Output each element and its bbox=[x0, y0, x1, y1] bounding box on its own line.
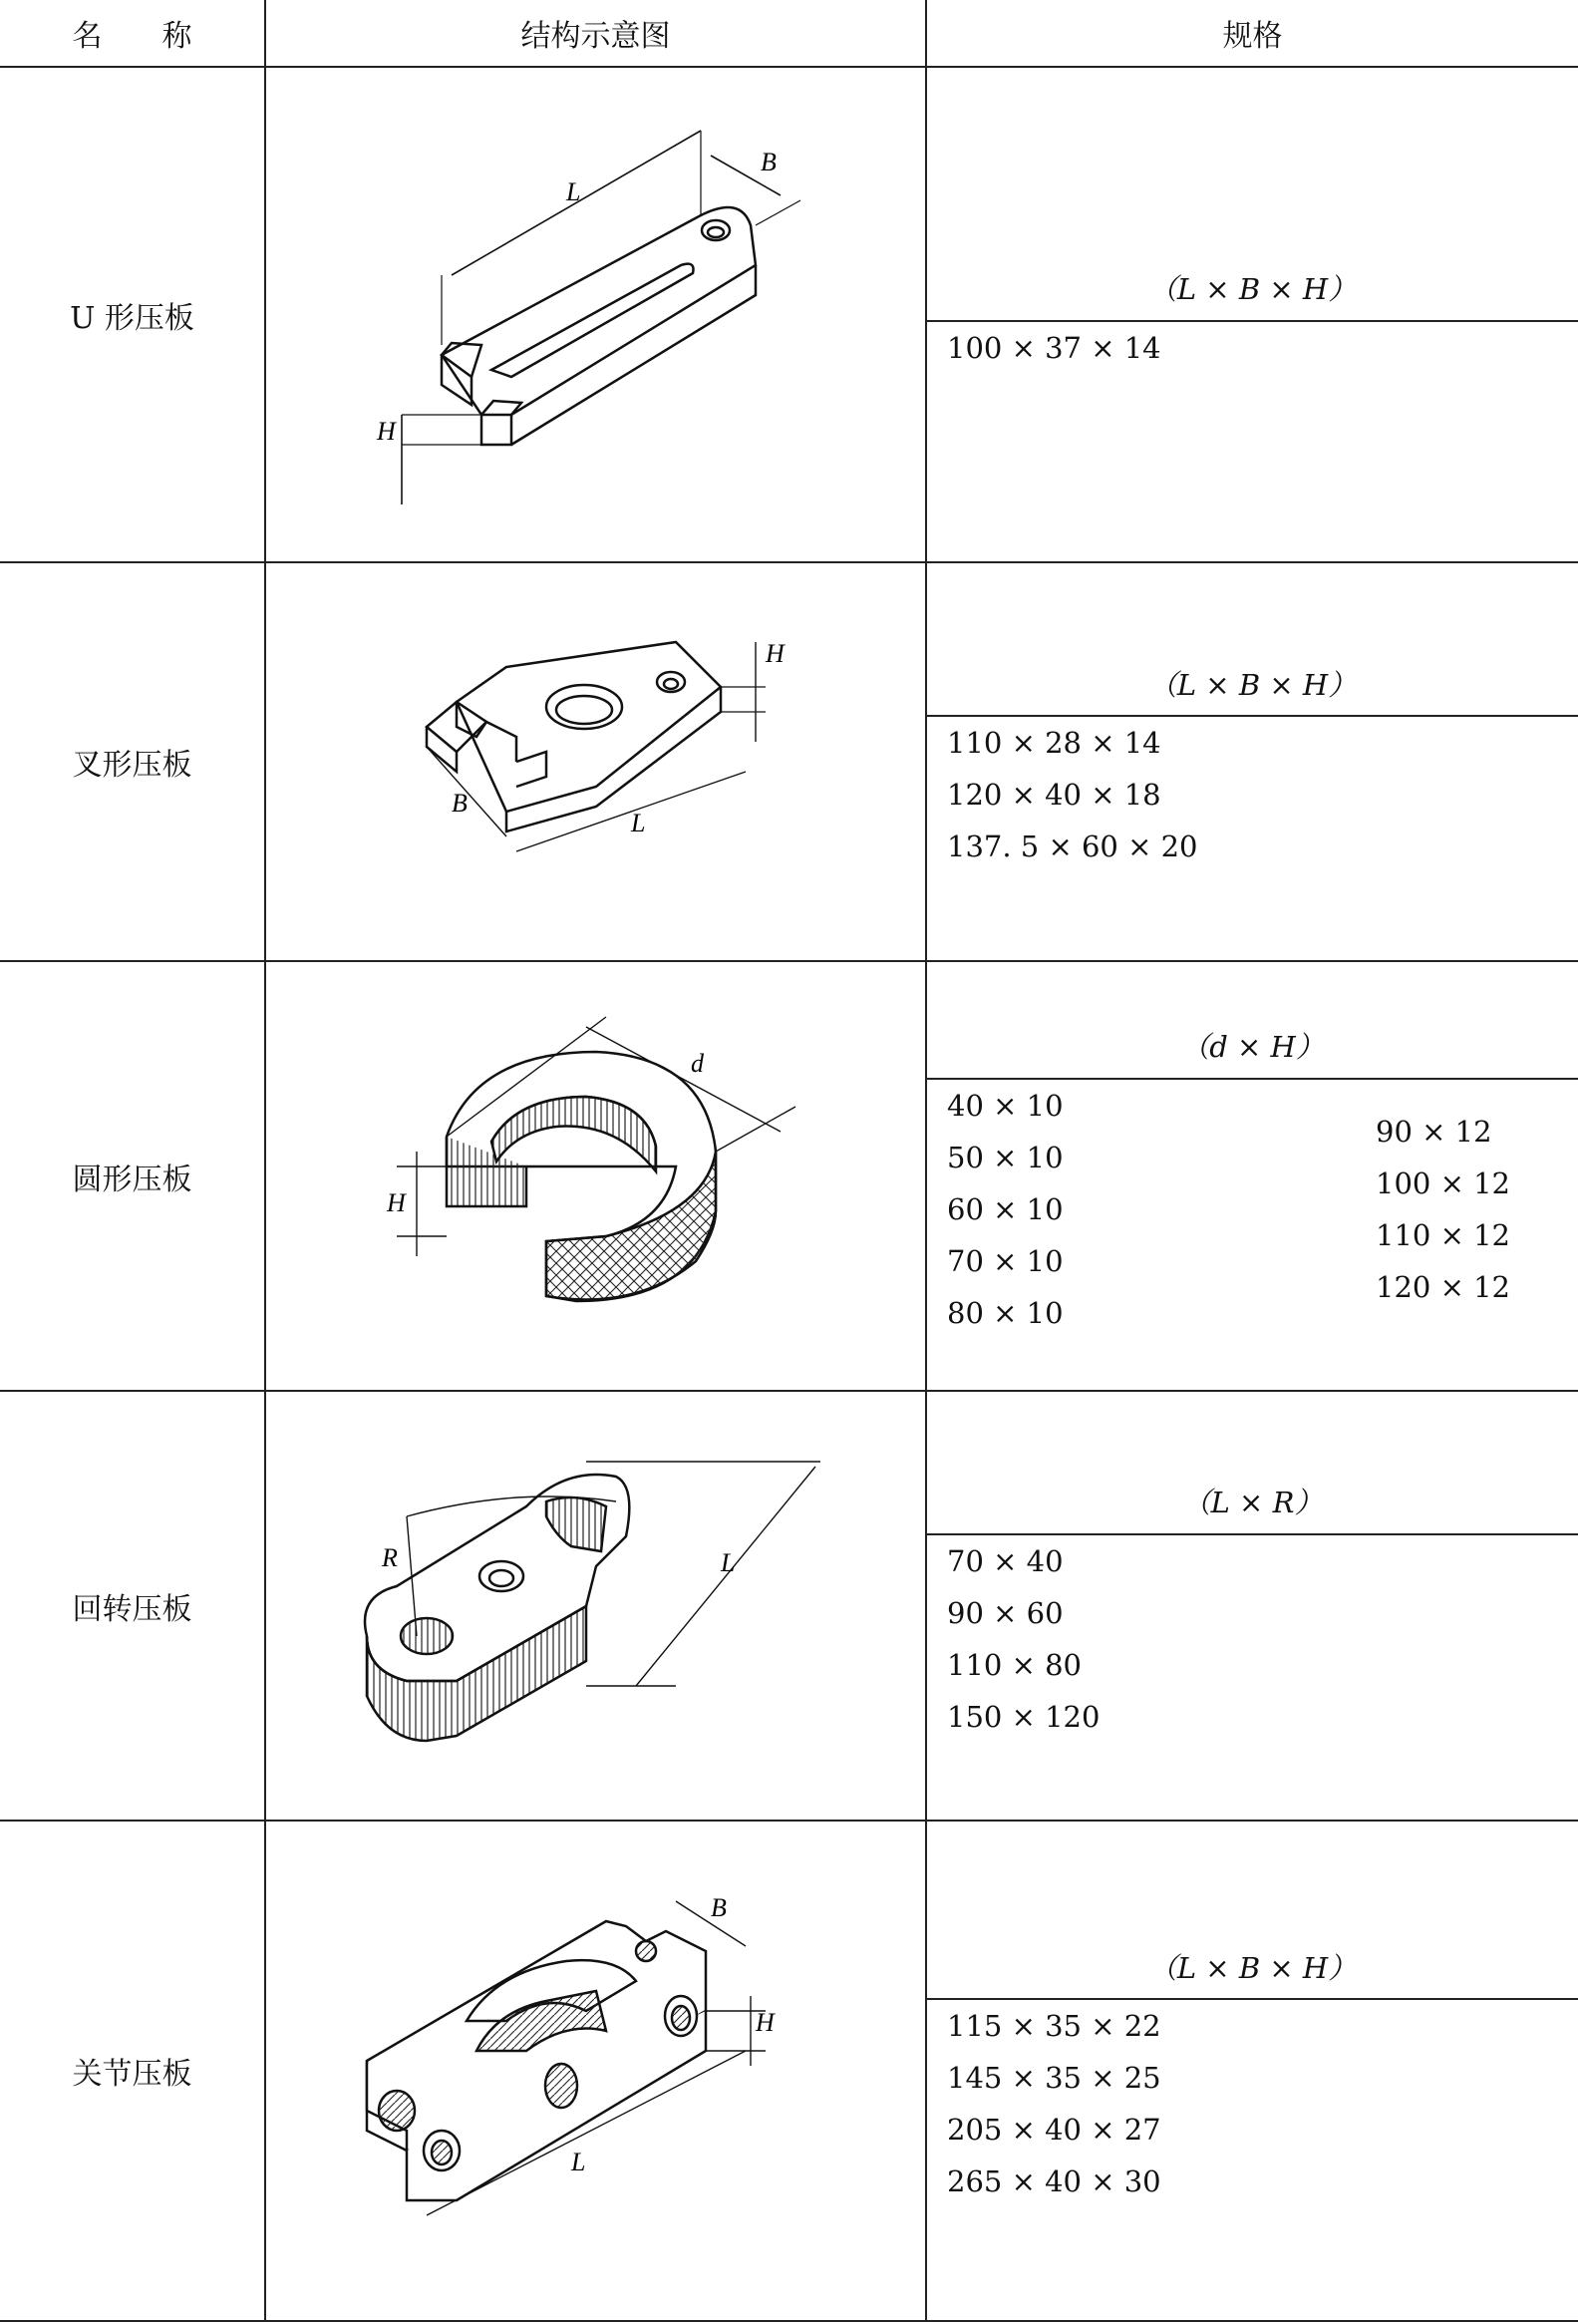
table-row bbox=[0, 961, 1578, 1391]
spec-value: 90 × 12 bbox=[1376, 1114, 1492, 1149]
dimension-label-L: L bbox=[570, 2148, 585, 2176]
diagram-cell bbox=[265, 1391, 926, 1821]
dimension-label-L: L bbox=[565, 176, 580, 206]
spec-value: 150 × 120 bbox=[947, 1699, 1101, 1734]
spec-value: 205 × 40 × 27 bbox=[947, 2113, 1161, 2147]
table-row bbox=[0, 67, 1578, 562]
dimension-label-H: H bbox=[765, 639, 785, 668]
dimension-label-L: L bbox=[720, 1547, 735, 1577]
diagram-cell bbox=[265, 67, 926, 562]
row-name: 叉形压板 bbox=[0, 562, 265, 961]
round-clamp-drawing bbox=[377, 1012, 815, 1341]
spec-value: 50 × 10 bbox=[947, 1140, 1064, 1174]
row-name: U 形压板 bbox=[0, 67, 265, 562]
u-clamp-drawing bbox=[362, 116, 830, 514]
dimension-label-B: B bbox=[451, 789, 468, 818]
spec-cell bbox=[926, 67, 1578, 562]
spec-value: 120 × 12 bbox=[1376, 1269, 1510, 1304]
table-row bbox=[0, 1391, 1578, 1821]
table-row bbox=[0, 562, 1578, 961]
spec-header: （L × R） bbox=[927, 1470, 1578, 1535]
spec-cell bbox=[926, 1821, 1578, 2321]
spec-header: （d × H） bbox=[927, 1014, 1578, 1080]
spec-value: 100 × 12 bbox=[1376, 1165, 1510, 1200]
table-row bbox=[0, 1821, 1578, 2321]
spec-value: 90 × 60 bbox=[947, 1595, 1064, 1630]
dimension-label-H: H bbox=[386, 1187, 406, 1217]
spec-value: 110 × 28 × 14 bbox=[947, 726, 1161, 760]
spec-value: 137. 5 × 60 × 20 bbox=[947, 830, 1198, 863]
spec-cell bbox=[926, 1391, 1578, 1821]
spec-cell bbox=[926, 562, 1578, 961]
spec-value: 110 × 12 bbox=[1376, 1217, 1510, 1252]
dimension-label-B: B bbox=[710, 1893, 727, 1922]
joint-clamp-drawing bbox=[347, 1871, 845, 2270]
diagram-cell bbox=[265, 1821, 926, 2321]
spec-value: 115 × 35 × 22 bbox=[947, 2009, 1161, 2043]
row-name: 关节压板 bbox=[0, 1821, 265, 2321]
fork-clamp-drawing bbox=[367, 612, 825, 911]
dimension-label-L: L bbox=[630, 809, 645, 837]
dimension-label-H: H bbox=[755, 2008, 775, 2037]
diagram-cell bbox=[265, 562, 926, 961]
spec-value: 70 × 10 bbox=[947, 1243, 1064, 1278]
spec-value: 70 × 40 bbox=[947, 1543, 1064, 1578]
dimension-label-R: R bbox=[381, 1542, 398, 1572]
dimension-label-B: B bbox=[760, 147, 777, 176]
table-header-row bbox=[0, 0, 1578, 67]
header-spec: 规格 bbox=[926, 0, 1578, 67]
swivel-clamp-drawing bbox=[347, 1447, 845, 1766]
spec-cell bbox=[926, 961, 1578, 1391]
diagram-cell bbox=[265, 961, 926, 1391]
dimension-label-d: d bbox=[690, 1048, 704, 1078]
header-name: 名 称 bbox=[0, 0, 265, 67]
spec-value: 120 × 40 × 18 bbox=[947, 778, 1161, 812]
spec-header: （L × B × H） bbox=[927, 256, 1578, 322]
spec-value: 265 × 40 × 30 bbox=[947, 2164, 1161, 2198]
spec-value: 100 × 37 × 14 bbox=[947, 330, 1161, 365]
spec-value: 60 × 10 bbox=[947, 1191, 1064, 1226]
spec-value: 110 × 80 bbox=[947, 1647, 1082, 1682]
row-name: 回转压板 bbox=[0, 1391, 265, 1821]
spec-value: 40 × 10 bbox=[947, 1088, 1064, 1123]
header-diagram: 结构示意图 bbox=[265, 0, 926, 67]
spec-header: （L × B × H） bbox=[927, 651, 1578, 717]
dimension-label-H: H bbox=[376, 416, 396, 446]
spec-value: 145 × 35 × 25 bbox=[947, 2061, 1161, 2095]
row-name: 圆形压板 bbox=[0, 961, 265, 1391]
spec-value: 80 × 10 bbox=[947, 1295, 1064, 1330]
spec-header: （L × B × H） bbox=[927, 1934, 1578, 2000]
